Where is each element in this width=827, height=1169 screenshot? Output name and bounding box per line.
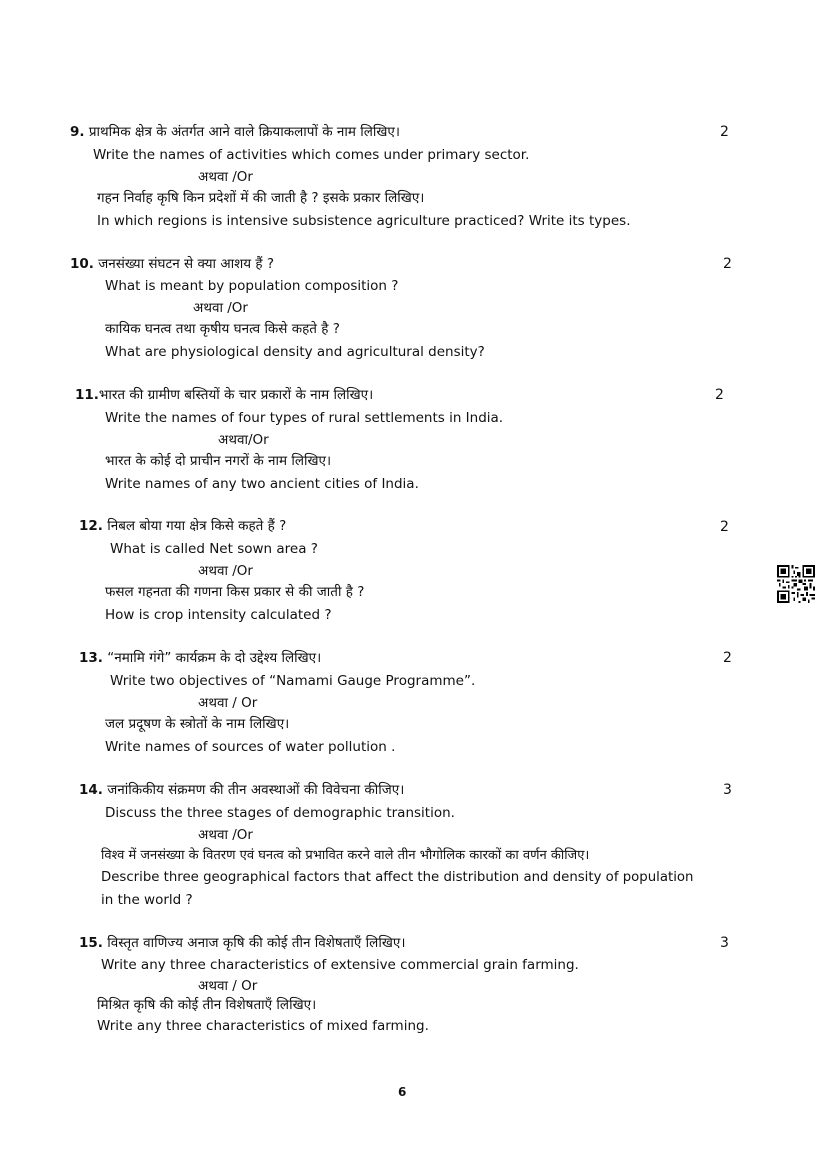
question-number: 9. (70, 124, 85, 140)
marks-9: 2 (720, 124, 729, 140)
question-14-english: Discuss the three stages of demographic transition. (105, 805, 455, 821)
marks-13: 2 (723, 650, 732, 666)
question-11-english: Write the names of four types of rural settlements in India. (105, 410, 504, 426)
question-number: 14. (79, 782, 103, 798)
question-10-english: What is meant by population composition ? (105, 278, 399, 294)
question-10-hindi (70, 255, 274, 273)
question-number: 10. (70, 256, 94, 272)
question-9-hindi (70, 123, 400, 141)
question-11-alt-english: Write names of any two ancient cities of India. (105, 476, 419, 492)
question-number: 13. (79, 650, 103, 666)
question-15-alt-hindi: मिश्रित कृषि की कोई तीन विशेषताएँ लिखिए। (97, 997, 317, 1013)
or-separator: अथवा /Or (198, 827, 253, 843)
question-9-alt-hindi: गहन निर्वाह कृषि किन प्रदेशों में की जाती है ? इसके प्रकार लिखिए। (97, 190, 425, 206)
or-separator: अथवा / Or (198, 978, 258, 994)
question-13-hindi (79, 649, 321, 667)
marks-11: 2 (715, 387, 724, 403)
question-14-alt-english-cont: in the world ? (101, 892, 193, 908)
question-10-alt-hindi: कायिक घनत्व तथा कृषीय घनत्व किसे कहते है ? (105, 321, 340, 337)
page-number: 6 (398, 1085, 407, 1099)
question-9-alt-english: In which regions is intensive subsistence agriculture practiced? Write its types. (97, 213, 631, 229)
question-14-alt-hindi: विश्व में जनसंख्या के वितरण एवं घनत्व को प्रभावित करने वाले तीन भौगोलिक कारकों का वर्णन कीजिए। (101, 848, 590, 863)
question-text: विस्तृत वाणिज्य अनाज कृषि की कोई तीन विशेषताएँ लिखिए। (107, 935, 406, 951)
question-14-alt-english: Describe three geographical factors that affect the distribution and density of population (101, 870, 694, 885)
marks-12: 2 (720, 519, 729, 535)
question-13-alt-hindi: जल प्रदूषण के स्त्रोतों के नाम लिखिए। (105, 716, 290, 732)
question-text: जनांकिकीय संक्रमण की तीन अवस्थाओं की विवेचना कीजिए। (107, 782, 405, 798)
question-15-alt-english: Write any three characteristics of mixed farming. (97, 1018, 429, 1034)
question-number: 11. (75, 387, 99, 403)
question-text: “नमामि गंगे” कार्यक्रम के दो उद्देश्य लिखिए। (107, 650, 322, 666)
question-12-hindi (79, 517, 286, 535)
or-separator: अथवा /Or (198, 563, 253, 579)
or-separator: अथवा / Or (198, 695, 258, 711)
marks-10: 2 (723, 256, 732, 272)
question-text: निबल बोया गया क्षेत्र किसे कहते हैं ? (107, 518, 287, 534)
question-15-english: Write any three characteristics of extensive commercial grain farming. (101, 957, 579, 973)
question-number: 15. (79, 935, 103, 951)
or-separator: अथवा /Or (193, 300, 248, 316)
question-number: 12. (79, 518, 103, 534)
marks-14: 3 (723, 782, 732, 798)
question-13-alt-english: Write names of sources of water pollution . (105, 739, 396, 755)
question-15-hindi (79, 934, 405, 952)
question-9-english: Write the names of activities which comes under primary sector. (93, 147, 530, 163)
question-13-english: Write two objectives of “Namami Gauge Programme”. (110, 673, 476, 689)
marks-15: 3 (720, 935, 729, 951)
question-11-alt-hindi: भारत के कोई दो प्राचीन नगरों के नाम लिखिए। (105, 453, 332, 469)
question-text: भारत की ग्रामीण बस्तियों के चार प्रकारों के नाम लिखिए। (98, 387, 374, 403)
question-12-alt-english: How is crop intensity calculated ? (105, 607, 332, 623)
or-separator: अथवा /Or (198, 169, 253, 185)
question-14-hindi (79, 781, 404, 799)
question-12-english: What is called Net sown area ? (110, 541, 318, 557)
question-text: प्राथमिक क्षेत्र के अंतर्गत आने वाले क्रियाकलापों के नाम लिखिए। (88, 124, 401, 140)
question-text: जनसंख्या संघटन से क्या आशय हैं ? (98, 256, 275, 272)
qr-code-icon (777, 565, 815, 603)
question-11-hindi (75, 386, 373, 404)
question-10-alt-english: What are physiological density and agricultural density? (105, 344, 485, 360)
question-12-alt-hindi: फसल गहनता की गणना किस प्रकार से की जाती है ? (105, 584, 365, 600)
or-separator: अथवा/Or (218, 432, 269, 448)
